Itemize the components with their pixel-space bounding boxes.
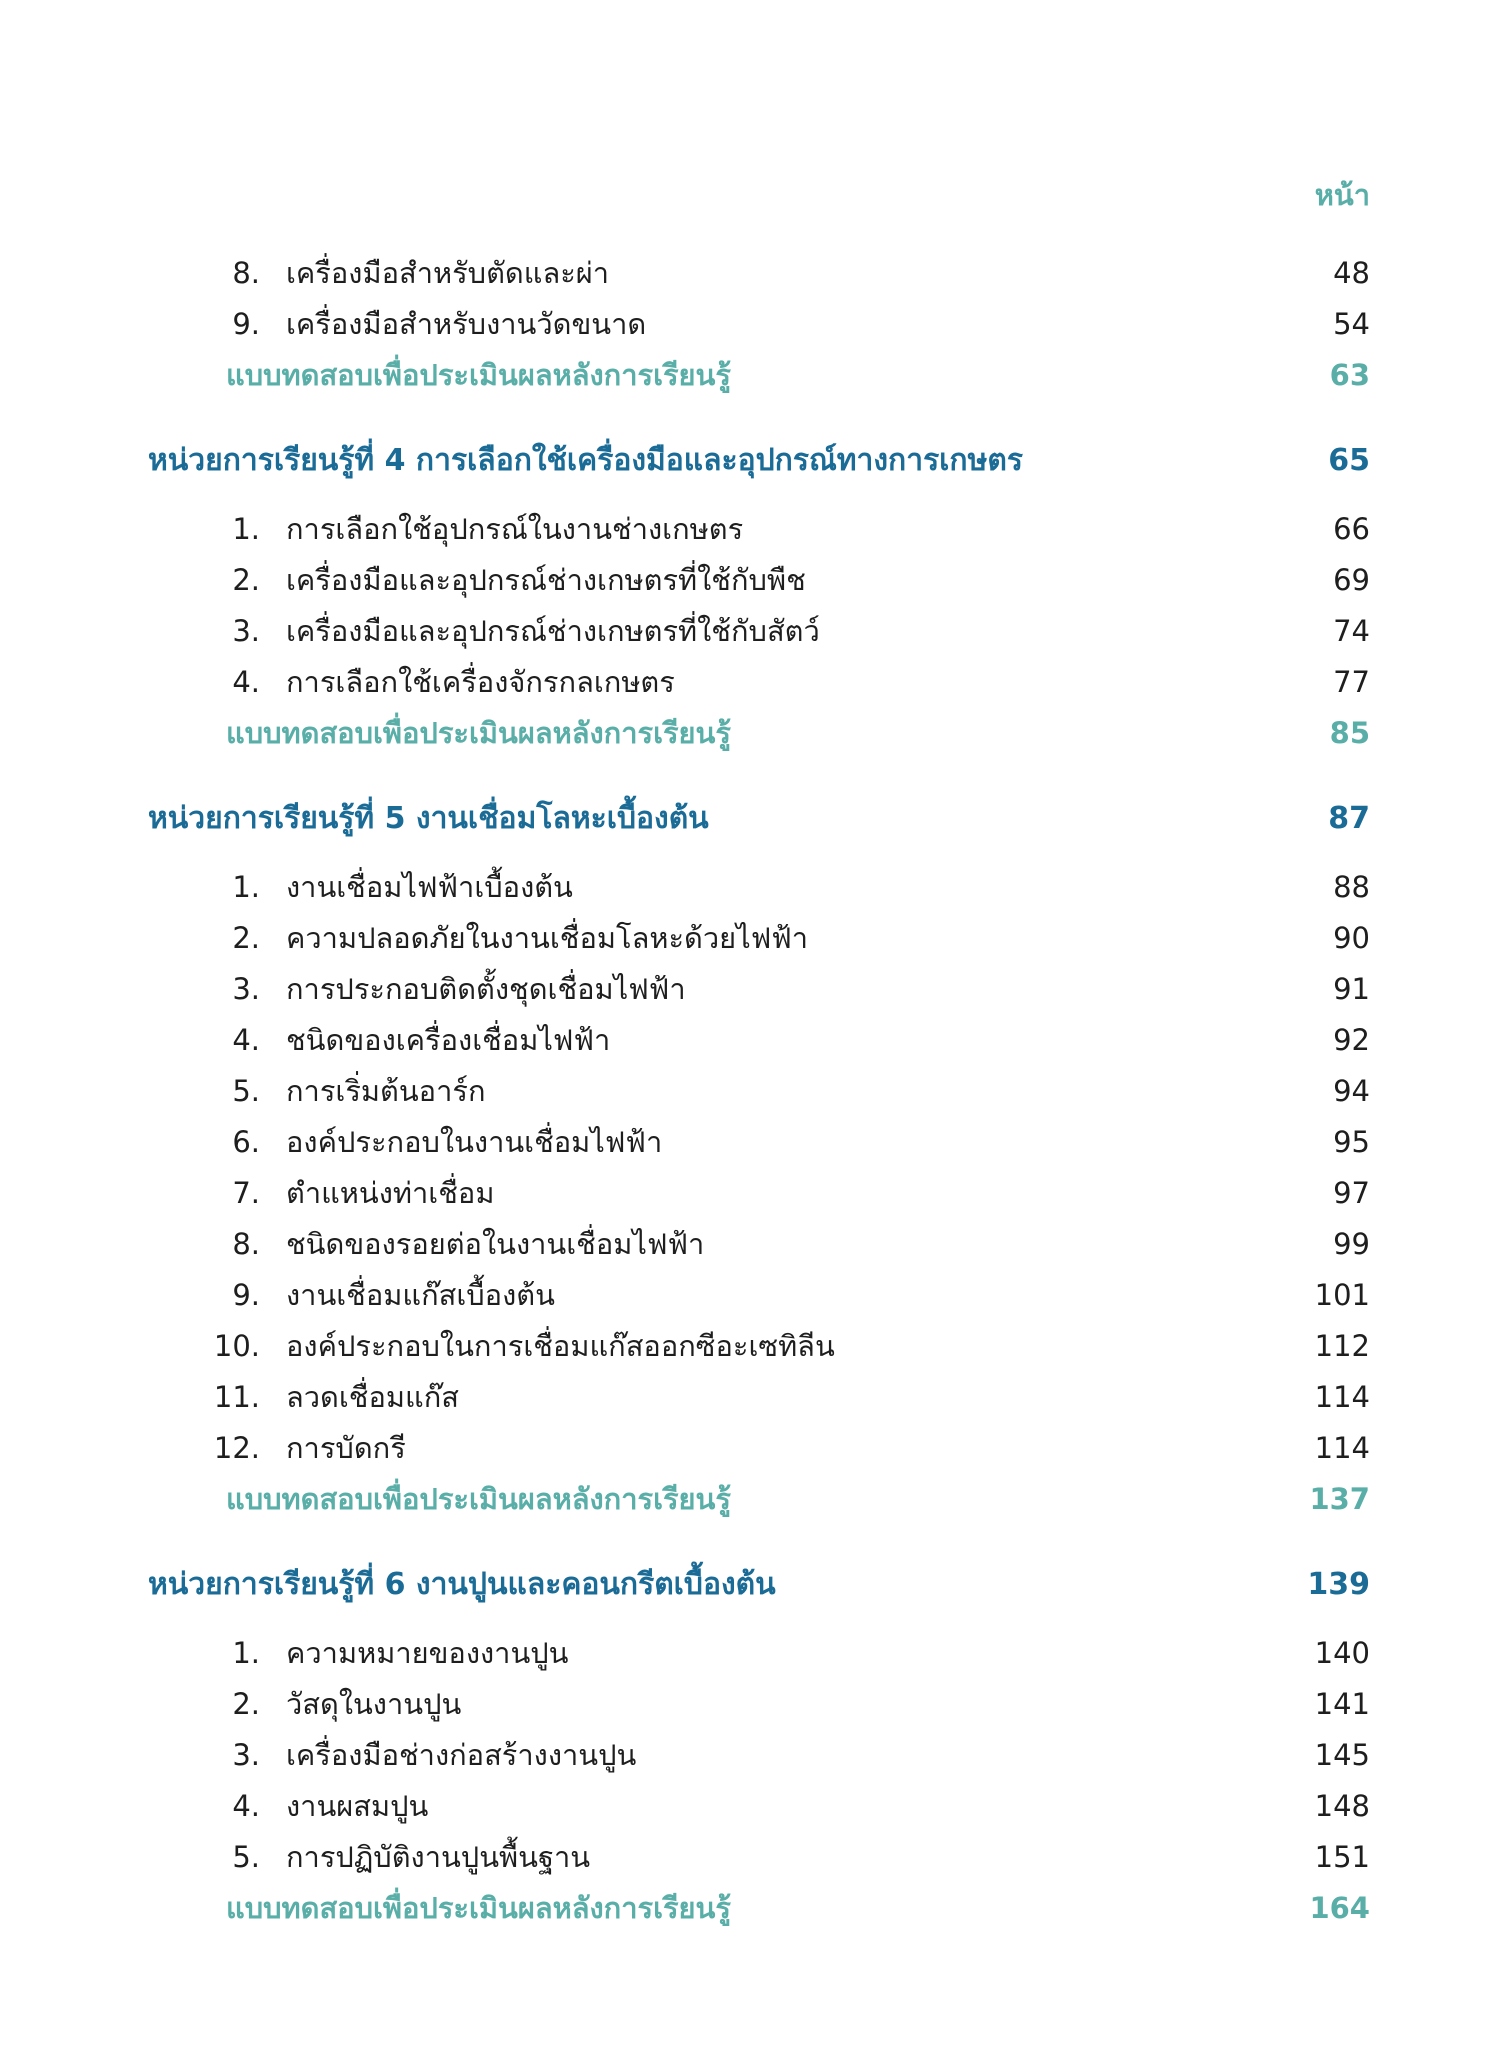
toc-item-title: เครื่องมือและอุปกรณ์ช่างเกษตรที่ใช้กับสัตว์ (286, 614, 820, 648)
toc-item-page: 48 (1333, 256, 1370, 290)
page-column-header: หน้า (1314, 178, 1370, 212)
toc-item-title: ความปลอดภัยในงานเชื่อมโลหะด้วยไฟฟ้า (286, 921, 809, 955)
toc-item-page: 69 (1333, 563, 1370, 597)
toc-item-title: ตำแหน่งท่าเชื่อม (286, 1176, 495, 1210)
toc-item-number: 11. (213, 1380, 260, 1414)
toc-item[interactable] (226, 609, 1370, 653)
toc-item-number: 5. (232, 1074, 260, 1108)
toc-item[interactable] (226, 1171, 1370, 1215)
toc-item-page: 148 (1314, 1789, 1370, 1823)
toc-item[interactable] (226, 1120, 1370, 1164)
toc-item-number: 4. (232, 665, 260, 699)
toc-item-page: 95 (1333, 1125, 1370, 1159)
toc-quiz-page: 164 (1309, 1891, 1370, 1925)
toc-item-title: งานผสมปูน (286, 1789, 429, 1823)
toc-item-page: 140 (1314, 1636, 1370, 1670)
toc-item-page: 77 (1333, 665, 1370, 699)
toc-item[interactable] (226, 251, 1370, 295)
toc-item-page: 54 (1333, 307, 1370, 341)
toc-quiz-entry[interactable] (226, 711, 1370, 755)
toc-item-title: ชนิดของรอยต่อในงานเชื่อมไฟฟ้า (286, 1227, 705, 1261)
toc-item-title: เครื่องมือสำหรับงานวัดขนาด (286, 307, 647, 341)
toc-unit-page: 65 (1328, 443, 1370, 478)
toc-item[interactable] (226, 916, 1370, 960)
toc-item-title: การปฏิบัติงานปูนพื้นฐาน (286, 1840, 591, 1874)
toc-item-page: 112 (1314, 1329, 1370, 1363)
toc-item-number: 10. (213, 1329, 260, 1363)
toc-unit-title: หน่วยการเรียนรู้ที่ 4 การเลือกใช้เครื่องมือและอุปกรณ์ทางการเกษตร (148, 443, 1023, 478)
toc-item[interactable] (226, 1273, 1370, 1317)
toc-item-title: วัสดุในงานปูน (286, 1687, 462, 1721)
toc-item-number: 1. (232, 1636, 260, 1670)
toc-item-number: 2. (232, 921, 260, 955)
toc-item-number: 4. (232, 1789, 260, 1823)
toc-item-title: งานเชื่อมไฟฟ้าเบื้องต้น (286, 870, 573, 904)
toc-item-number: 3. (232, 614, 260, 648)
toc-item-title: องค์ประกอบในงานเชื่อมไฟฟ้า (286, 1125, 663, 1159)
toc-item-page: 74 (1333, 614, 1370, 648)
toc-item[interactable] (226, 1631, 1370, 1675)
toc-item-page: 66 (1333, 512, 1370, 546)
toc-item-page: 97 (1333, 1176, 1370, 1210)
toc-item-number: 4. (232, 1023, 260, 1057)
toc-item-number: 7. (232, 1176, 260, 1210)
toc-unit-page: 139 (1307, 1567, 1370, 1602)
toc-item-number: 5. (232, 1840, 260, 1874)
toc-item-number: 12. (213, 1431, 260, 1465)
toc-item[interactable] (226, 660, 1370, 704)
toc-item-page: 141 (1314, 1687, 1370, 1721)
toc-quiz-title: แบบทดสอบเพื่อประเมินผลหลังการเรียนรู้ (226, 1891, 731, 1925)
toc-item[interactable] (226, 1222, 1370, 1266)
toc-item-page: 94 (1333, 1074, 1370, 1108)
toc-item-page: 114 (1314, 1380, 1370, 1414)
toc-item-title: ความหมายของงานปูน (286, 1636, 569, 1670)
toc-item-number: 8. (232, 256, 260, 290)
toc-item[interactable] (213, 1375, 1370, 1419)
toc-quiz-title: แบบทดสอบเพื่อประเมินผลหลังการเรียนรู้ (226, 358, 731, 392)
toc-item[interactable] (226, 1835, 1370, 1879)
toc-quiz-page: 137 (1309, 1482, 1370, 1516)
toc-item-number: 1. (232, 512, 260, 546)
toc-item-number: 6. (232, 1125, 260, 1159)
toc-unit-title: หน่วยการเรียนรู้ที่ 6 งานปูนและคอนกรีตเบื้องต้น (148, 1567, 776, 1602)
toc-item-title: เครื่องมือและอุปกรณ์ช่างเกษตรที่ใช้กับพืช (286, 563, 806, 597)
toc-item[interactable] (226, 1682, 1370, 1726)
toc-item[interactable] (213, 1324, 1370, 1368)
toc-quiz-page: 85 (1329, 716, 1370, 750)
toc-item-title: การเลือกใช้อุปกรณ์ในงานช่างเกษตร (286, 512, 744, 546)
toc-item[interactable] (213, 1426, 1370, 1470)
toc-item[interactable] (226, 302, 1370, 346)
toc-item-page: 88 (1333, 870, 1370, 904)
toc-item-page: 92 (1333, 1023, 1370, 1057)
toc-item-title: เครื่องมือสำหรับตัดและผ่า (286, 256, 610, 290)
toc-unit-heading[interactable] (148, 797, 1370, 841)
toc-item[interactable] (226, 967, 1370, 1011)
toc-item-number: 8. (232, 1227, 260, 1261)
toc-item-title: ลวดเชื่อมแก๊ส (286, 1380, 459, 1414)
toc-unit-title: หน่วยการเรียนรู้ที่ 5 งานเชื่อมโลหะเบื้องต้น (148, 801, 709, 836)
toc-item[interactable] (226, 1733, 1370, 1777)
toc-item-number: 2. (232, 1687, 260, 1721)
toc-quiz-title: แบบทดสอบเพื่อประเมินผลหลังการเรียนรู้ (226, 716, 731, 750)
toc-item-page: 101 (1314, 1278, 1370, 1312)
toc-unit-page: 87 (1328, 801, 1370, 836)
toc-item-title: งานเชื่อมแก๊สเบื้องต้น (286, 1278, 555, 1312)
toc-quiz-entry[interactable] (226, 353, 1370, 397)
toc-unit-heading[interactable] (148, 439, 1370, 483)
toc-item[interactable] (226, 558, 1370, 602)
toc-item-title: การเลือกใช้เครื่องจักรกลเกษตร (286, 665, 675, 699)
toc-item-number: 3. (232, 972, 260, 1006)
toc-item-page: 90 (1333, 921, 1370, 955)
toc-quiz-title: แบบทดสอบเพื่อประเมินผลหลังการเรียนรู้ (226, 1482, 731, 1516)
toc-item-title: การประกอบติดตั้งชุดเชื่อมไฟฟ้า (286, 972, 686, 1006)
toc-item-page: 114 (1314, 1431, 1370, 1465)
toc-item-title: การบัดกรี (286, 1431, 406, 1465)
toc-item[interactable] (226, 1784, 1370, 1828)
toc-item[interactable] (226, 865, 1370, 909)
toc-item-title: เครื่องมือช่างก่อสร้างงานปูน (286, 1738, 637, 1772)
toc-item[interactable] (226, 1018, 1370, 1062)
toc-item-number: 2. (232, 563, 260, 597)
toc-item-title: การเริ่มต้นอาร์ก (286, 1074, 486, 1108)
toc-quiz-entry[interactable] (226, 1477, 1370, 1521)
toc-unit-heading[interactable] (148, 1563, 1370, 1607)
toc-item-number: 3. (232, 1738, 260, 1772)
toc-item-number: 1. (232, 870, 260, 904)
toc-item-page: 99 (1333, 1227, 1370, 1261)
toc-item-page: 145 (1314, 1738, 1370, 1772)
toc-item-page: 91 (1333, 972, 1370, 1006)
toc-item-number: 9. (232, 1278, 260, 1312)
toc-item-title: องค์ประกอบในการเชื่อมแก๊สออกซีอะเซทิลีน (286, 1329, 835, 1363)
toc-item[interactable] (226, 507, 1370, 551)
toc-item-page: 151 (1314, 1840, 1370, 1874)
toc-quiz-page: 63 (1329, 358, 1370, 392)
toc-item-title: ชนิดของเครื่องเชื่อมไฟฟ้า (286, 1023, 611, 1057)
toc-item-number: 9. (232, 307, 260, 341)
toc-item[interactable] (226, 1069, 1370, 1113)
toc-quiz-entry[interactable] (226, 1886, 1370, 1930)
